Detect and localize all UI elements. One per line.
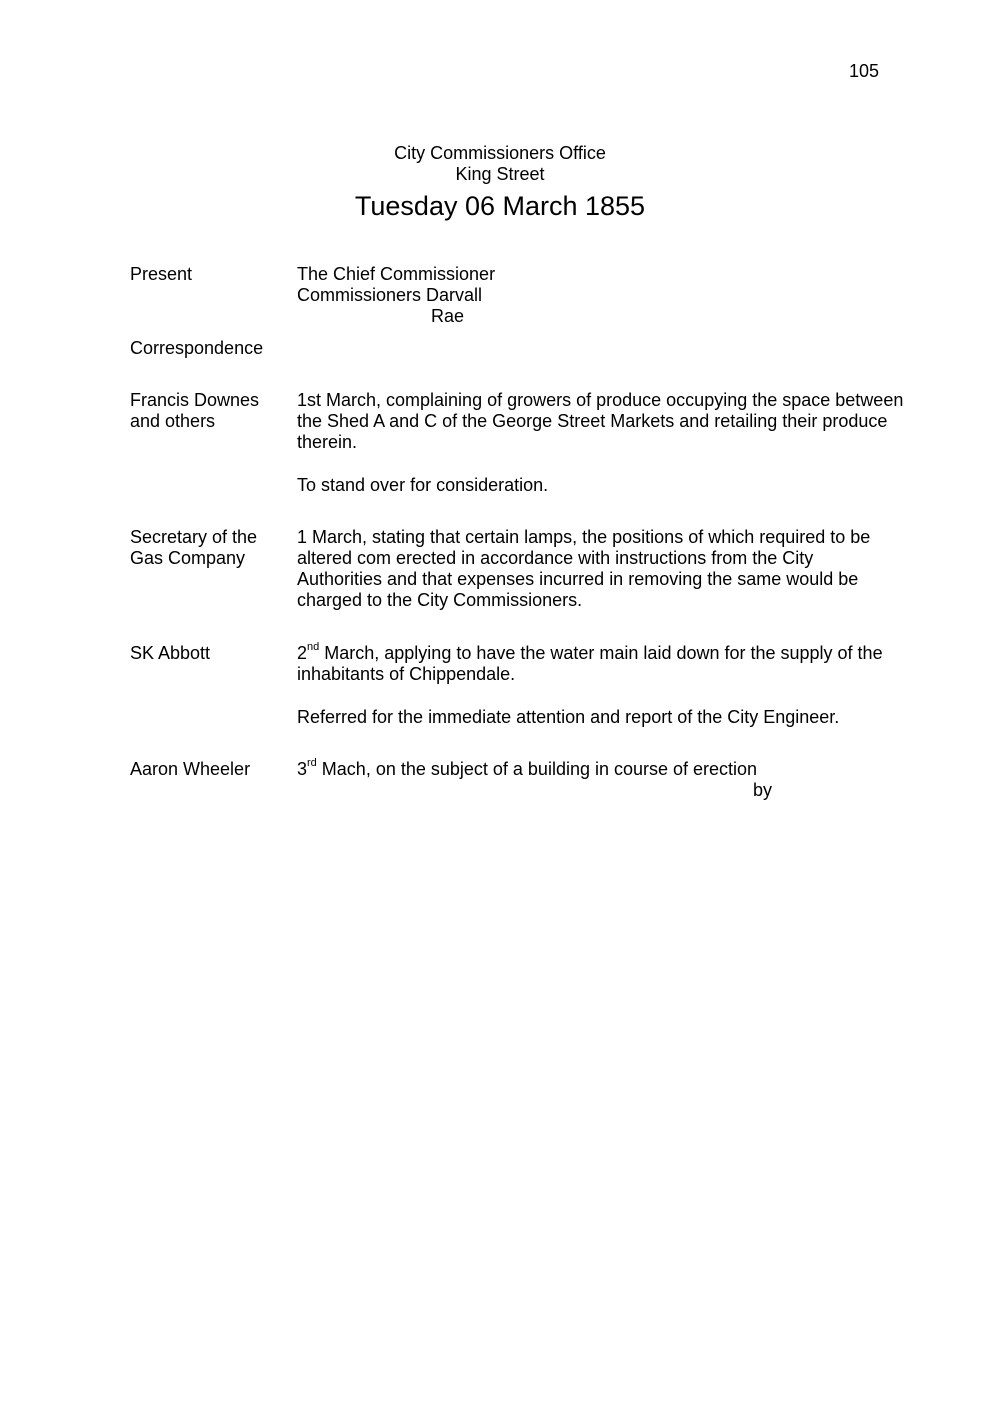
present-line-rae: Rae [431, 306, 465, 326]
entry-resolution: To stand over for consideration. [297, 475, 549, 495]
entry-body [297, 643, 917, 685]
street-name: King Street [455, 164, 545, 184]
present-label: Present [130, 264, 193, 284]
entry-body [297, 759, 917, 780]
page-number: 105 [848, 61, 879, 81]
entry-day: 2 [297, 643, 308, 663]
present-line-commissioners: Commissioners Darvall [297, 285, 483, 305]
correspondence-heading: Correspondence [130, 338, 264, 358]
present-list [297, 264, 917, 306]
entry-resolution: Referred for the immediate attention and report of the City Engineer. [297, 707, 840, 727]
office-name: City Commissioners Office [394, 143, 606, 163]
entry-day: 3 [297, 759, 308, 779]
sender-line-1: Secretary of the [130, 527, 258, 547]
entry-day-suffix: rd [307, 757, 317, 769]
entry-body-text: March, applying to have the water main laid down for the supply of the inhabitants of Chippendale. [297, 643, 883, 684]
entry-body: 1 March, stating that certain lamps, the positions of which required to be altered com erected in accordance with instructions from the City Authorities and that expenses incurred in removing the same would be charged to the City Commissioners. [297, 527, 871, 610]
present-line-chief: The Chief Commissioner [297, 264, 496, 284]
entry-sender: SK Abbott [130, 643, 211, 663]
entry-body-text: Mach, on the subject of a building in course of erection [316, 759, 758, 779]
entry-sender: Aaron Wheeler [130, 759, 251, 779]
sender-line-2: Gas Company [130, 548, 246, 568]
entry-body: 1st March, complaining of growers of produce occupying the space between the Shed A and C of the George Street Markets and retailing their produce therein. [297, 390, 904, 452]
document-header [0, 143, 1000, 223]
meeting-date: Tuesday 06 March 1855 [354, 191, 646, 221]
sender-line-1: Francis Downes [130, 390, 260, 410]
entry-day-suffix: nd [307, 641, 320, 653]
entry-sender [130, 390, 290, 432]
sender-line-2: and others [130, 411, 216, 431]
entry-sender [130, 527, 290, 569]
continuation-word: by [753, 780, 773, 800]
